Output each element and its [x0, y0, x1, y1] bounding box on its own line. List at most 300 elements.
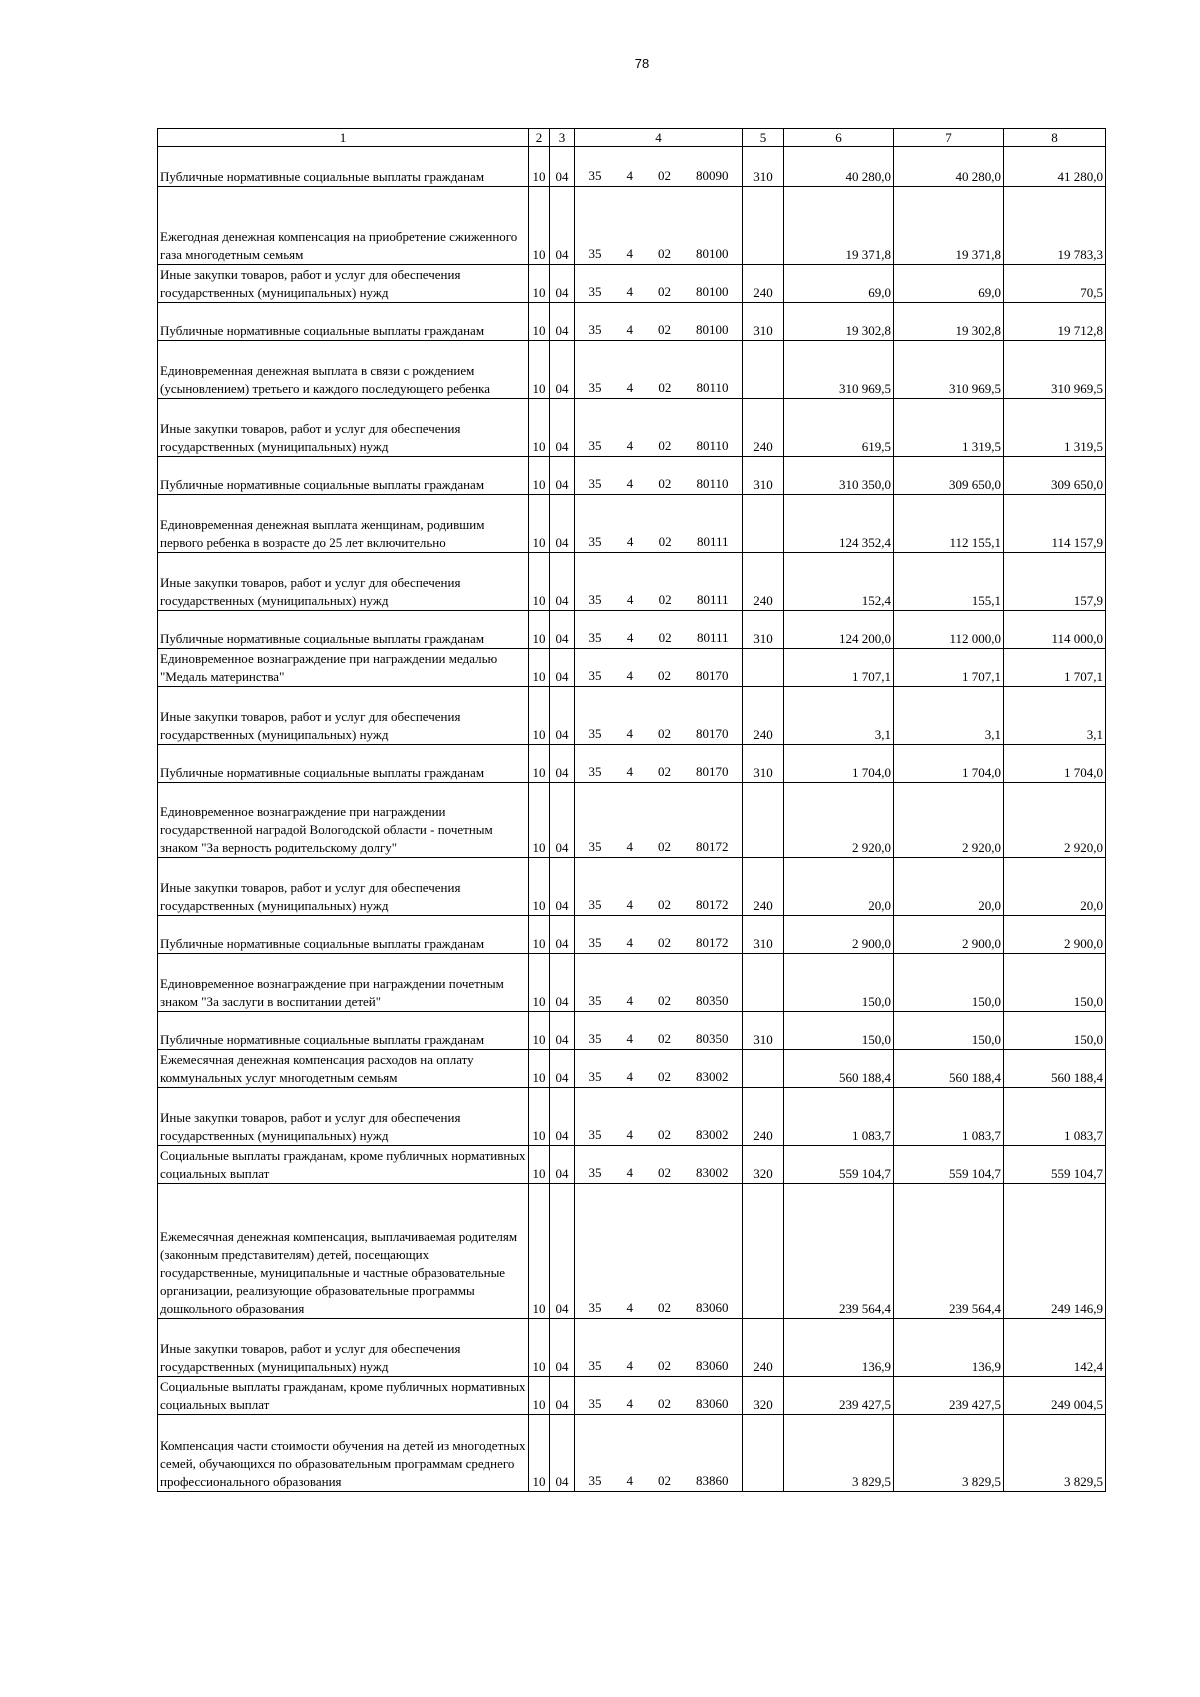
amount-cell-col6: 150,0 — [784, 954, 894, 1012]
target-article-part: 35 — [588, 935, 602, 950]
amount-cell-col6: 19 302,8 — [784, 303, 894, 341]
table-row — [158, 303, 1106, 341]
target-article-codes — [589, 533, 729, 551]
target-article-part: 4 — [626, 1473, 633, 1488]
section-code-cell: 10 — [529, 916, 550, 954]
target-article-part: 35 — [588, 993, 602, 1008]
amount-cell-col7: 2 920,0 — [894, 783, 1004, 858]
expense-type-cell: 320 — [743, 1377, 784, 1415]
target-article-cell — [575, 341, 743, 399]
amount-cell-col8: 1 083,7 — [1004, 1088, 1106, 1146]
target-article-part: 02 — [658, 1031, 671, 1046]
amount-cell-col6: 2 900,0 — [784, 916, 894, 954]
target-article-part: 4 — [626, 935, 633, 950]
section-code-cell: 10 — [529, 687, 550, 745]
table-row — [158, 611, 1106, 649]
row-name-cell: Единовременная денежная выплата женщинам, родившим первого ребенка в возрасте до 25 лет включительно — [158, 495, 529, 553]
expense-type-cell: 320 — [743, 1146, 784, 1184]
table-row — [158, 649, 1106, 687]
target-article-cell — [575, 1415, 743, 1492]
amount-cell-col6: 310 969,5 — [784, 341, 894, 399]
target-article-cell — [575, 187, 743, 265]
amount-cell-col6: 239 427,5 — [784, 1377, 894, 1415]
target-article-part: 35 — [588, 1300, 602, 1315]
target-article-part: 4 — [626, 764, 633, 779]
column-header: 7 — [894, 129, 1004, 147]
target-article-part: 80350 — [696, 993, 729, 1008]
section-code-cell: 10 — [529, 1319, 550, 1377]
subsection-code-cell: 04 — [550, 916, 575, 954]
target-article-codes — [589, 1030, 729, 1048]
target-article-part: 4 — [626, 1358, 633, 1373]
column-header: 1 — [158, 129, 529, 147]
target-article-part: 35 — [588, 380, 602, 395]
target-article-part: 35 — [588, 322, 602, 337]
amount-cell-col7: 3 829,5 — [894, 1415, 1004, 1492]
target-article-cell — [575, 553, 743, 611]
target-article-part: 35 — [588, 476, 602, 491]
target-article-codes — [589, 1126, 729, 1144]
row-name-cell: Публичные нормативные социальные выплаты гражданам — [158, 611, 529, 649]
amount-cell-col7: 1 083,7 — [894, 1088, 1004, 1146]
amount-cell-col6: 20,0 — [784, 858, 894, 916]
target-article-part: 4 — [626, 168, 633, 183]
section-code-cell: 10 — [529, 611, 550, 649]
target-article-part: 35 — [588, 897, 602, 912]
target-article-part: 35 — [588, 1473, 602, 1488]
expense-type-cell: 240 — [743, 399, 784, 457]
target-article-part: 83060 — [696, 1358, 729, 1373]
row-name-cell: Социальные выплаты гражданам, кроме публичных нормативных социальных выплат — [158, 1377, 529, 1415]
target-article-part: 02 — [658, 764, 671, 779]
target-article-part: 4 — [626, 284, 633, 299]
target-article-part: 80111 — [696, 592, 729, 607]
row-name-cell: Иные закупки товаров, работ и услуг для обеспечения государственных (муниципальных) нужд — [158, 1319, 529, 1377]
amount-cell-col6: 560 188,4 — [784, 1050, 894, 1088]
amount-cell-col8: 1 319,5 — [1004, 399, 1106, 457]
subsection-code-cell: 04 — [550, 1088, 575, 1146]
page-number: 78 — [634, 56, 650, 71]
section-code-cell: 10 — [529, 1012, 550, 1050]
target-article-part: 80170 — [696, 726, 729, 741]
amount-cell-col8: 249 004,5 — [1004, 1377, 1106, 1415]
target-article-part: 02 — [658, 1300, 671, 1315]
target-article-part: 02 — [658, 1127, 671, 1142]
target-article-part: 4 — [626, 1031, 633, 1046]
amount-cell-col7: 310 969,5 — [894, 341, 1004, 399]
target-article-cell — [575, 687, 743, 745]
subsection-code-cell: 04 — [550, 1050, 575, 1088]
target-article-part: 4 — [626, 1069, 633, 1084]
section-code-cell: 10 — [529, 858, 550, 916]
expense-type-cell: 310 — [743, 611, 784, 649]
row-name-cell: Единовременное вознаграждение при награждении государственной наградой Вологодской области - почетным знаком "За верность родительскому долгу" — [158, 783, 529, 858]
amount-cell-col8: 309 650,0 — [1004, 457, 1106, 495]
target-article-codes — [589, 321, 729, 339]
table-row — [158, 1050, 1106, 1088]
subsection-code-cell: 04 — [550, 858, 575, 916]
amount-cell-col8: 70,5 — [1004, 265, 1106, 303]
amount-cell-col8: 150,0 — [1004, 1012, 1106, 1050]
target-article-part: 02 — [658, 534, 672, 549]
subsection-code-cell: 04 — [550, 399, 575, 457]
expense-type-cell: 240 — [743, 553, 784, 611]
table-row — [158, 1319, 1106, 1377]
amount-cell-col7: 239 427,5 — [894, 1377, 1004, 1415]
target-article-cell — [575, 916, 743, 954]
column-header: 5 — [743, 129, 784, 147]
target-article-part: 02 — [658, 322, 671, 337]
subsection-code-cell: 04 — [550, 341, 575, 399]
target-article-part: 02 — [658, 284, 671, 299]
target-article-part: 02 — [658, 897, 671, 912]
expense-type-cell: 240 — [743, 265, 784, 303]
target-article-codes — [589, 992, 729, 1010]
target-article-cell — [575, 1146, 743, 1184]
target-article-part: 83002 — [696, 1069, 729, 1084]
target-article-part: 80111 — [696, 534, 729, 549]
expense-type-cell: 310 — [743, 303, 784, 341]
subsection-code-cell: 04 — [550, 1319, 575, 1377]
target-article-cell — [575, 457, 743, 495]
amount-cell-col8: 249 146,9 — [1004, 1184, 1106, 1319]
target-article-part: 80172 — [696, 839, 729, 854]
amount-cell-col8: 560 188,4 — [1004, 1050, 1106, 1088]
section-code-cell: 10 — [529, 1184, 550, 1319]
expense-type-cell — [743, 783, 784, 858]
table-row — [158, 783, 1106, 858]
target-article-codes — [589, 283, 729, 301]
target-article-part: 35 — [588, 534, 602, 549]
table-row — [158, 1088, 1106, 1146]
target-article-part: 4 — [626, 1396, 633, 1411]
row-name-cell: Единовременная денежная выплата в связи с рождением (усыновлением) третьего и каждого последующего ребенка — [158, 341, 529, 399]
amount-cell-col8: 2 900,0 — [1004, 916, 1106, 954]
row-name-cell: Единовременное вознаграждение при награждении медалью "Медаль материнства" — [158, 649, 529, 687]
amount-cell-col8: 310 969,5 — [1004, 341, 1106, 399]
row-name-cell: Публичные нормативные социальные выплаты гражданам — [158, 457, 529, 495]
target-article-part: 35 — [588, 764, 602, 779]
target-article-codes — [589, 934, 729, 952]
expense-type-cell: 240 — [743, 687, 784, 745]
expense-type-cell — [743, 341, 784, 399]
amount-cell-col8: 559 104,7 — [1004, 1146, 1106, 1184]
target-article-codes — [589, 475, 729, 493]
amount-cell-col6: 40 280,0 — [784, 147, 894, 187]
target-article-part: 80110 — [696, 438, 729, 453]
section-code-cell: 10 — [529, 147, 550, 187]
section-code-cell: 10 — [529, 649, 550, 687]
section-code-cell: 10 — [529, 187, 550, 265]
section-code-cell: 10 — [529, 783, 550, 858]
target-article-part: 02 — [658, 839, 671, 854]
target-article-codes — [589, 245, 729, 263]
target-article-cell — [575, 1377, 743, 1415]
amount-cell-col6: 124 352,4 — [784, 495, 894, 553]
target-article-part: 35 — [588, 1127, 602, 1142]
subsection-code-cell: 04 — [550, 1415, 575, 1492]
target-article-codes — [589, 1164, 729, 1182]
target-article-codes — [589, 629, 729, 647]
expense-type-cell: 310 — [743, 147, 784, 187]
target-article-part: 02 — [658, 1069, 671, 1084]
subsection-code-cell: 04 — [550, 457, 575, 495]
column-header: 4 — [575, 129, 743, 147]
target-article-part: 02 — [658, 592, 672, 607]
target-article-part: 4 — [626, 897, 633, 912]
target-article-part: 4 — [626, 246, 633, 261]
amount-cell-col7: 136,9 — [894, 1319, 1004, 1377]
target-article-part: 35 — [588, 630, 602, 645]
amount-cell-col7: 150,0 — [894, 954, 1004, 1012]
target-article-part: 02 — [658, 476, 672, 491]
amount-cell-col7: 1 704,0 — [894, 745, 1004, 783]
table-row — [158, 1184, 1106, 1319]
target-article-cell — [575, 783, 743, 858]
target-article-part: 83002 — [696, 1165, 729, 1180]
target-article-codes — [589, 1395, 729, 1413]
amount-cell-col6: 152,4 — [784, 553, 894, 611]
subsection-code-cell: 04 — [550, 147, 575, 187]
column-header: 6 — [784, 129, 894, 147]
target-article-cell — [575, 1319, 743, 1377]
table-row — [158, 457, 1106, 495]
amount-cell-col8: 157,9 — [1004, 553, 1106, 611]
target-article-part: 83002 — [696, 1127, 729, 1142]
target-article-part: 02 — [658, 1396, 671, 1411]
target-article-part: 35 — [588, 668, 602, 683]
header-row — [158, 129, 1106, 147]
expense-type-cell — [743, 1184, 784, 1319]
table-row — [158, 916, 1106, 954]
amount-cell-col8: 2 920,0 — [1004, 783, 1106, 858]
target-article-codes — [589, 591, 729, 609]
column-header: 8 — [1004, 129, 1106, 147]
target-article-part: 02 — [658, 1165, 671, 1180]
target-article-part: 80110 — [696, 380, 729, 395]
row-name-cell: Ежегодная денежная компенсация на приобретение сжиженного газа многодетным семьям — [158, 187, 529, 265]
target-article-codes — [589, 1472, 729, 1490]
subsection-code-cell: 04 — [550, 1184, 575, 1319]
amount-cell-col7: 1 319,5 — [894, 399, 1004, 457]
expense-type-cell: 310 — [743, 916, 784, 954]
column-header: 2 — [529, 129, 550, 147]
amount-cell-col6: 136,9 — [784, 1319, 894, 1377]
target-article-cell — [575, 303, 743, 341]
amount-cell-col8: 41 280,0 — [1004, 147, 1106, 187]
target-article-codes — [589, 1299, 729, 1317]
amount-cell-col8: 150,0 — [1004, 954, 1106, 1012]
expense-type-cell — [743, 649, 784, 687]
table-row — [158, 1377, 1106, 1415]
target-article-cell — [575, 495, 743, 553]
amount-cell-col7: 112 000,0 — [894, 611, 1004, 649]
table-row — [158, 745, 1106, 783]
target-article-part: 35 — [588, 1165, 602, 1180]
target-article-part: 80172 — [696, 935, 729, 950]
amount-cell-col7: 3,1 — [894, 687, 1004, 745]
section-code-cell: 10 — [529, 399, 550, 457]
target-article-codes — [589, 896, 729, 914]
target-article-codes — [589, 1068, 729, 1086]
target-article-part: 35 — [588, 284, 602, 299]
target-article-part: 35 — [588, 246, 602, 261]
target-article-part: 02 — [658, 668, 671, 683]
table-row — [158, 341, 1106, 399]
amount-cell-col6: 150,0 — [784, 1012, 894, 1050]
target-article-codes — [589, 667, 729, 685]
subsection-code-cell: 04 — [550, 611, 575, 649]
amount-cell-col8: 114 157,9 — [1004, 495, 1106, 553]
target-article-part: 02 — [658, 993, 671, 1008]
target-article-cell — [575, 649, 743, 687]
target-article-part: 35 — [588, 1069, 602, 1084]
expense-type-cell: 310 — [743, 1012, 784, 1050]
section-code-cell: 10 — [529, 303, 550, 341]
table-row — [158, 954, 1106, 1012]
target-article-codes — [589, 379, 729, 397]
section-code-cell: 10 — [529, 745, 550, 783]
amount-cell-col6: 69,0 — [784, 265, 894, 303]
row-name-cell: Ежемесячная денежная компенсация расходов на оплату коммунальных услуг многодетным семьям — [158, 1050, 529, 1088]
target-article-cell — [575, 399, 743, 457]
target-article-part: 4 — [626, 726, 633, 741]
amount-cell-col7: 560 188,4 — [894, 1050, 1004, 1088]
target-article-part: 83060 — [696, 1396, 729, 1411]
column-header: 3 — [550, 129, 575, 147]
subsection-code-cell: 04 — [550, 303, 575, 341]
expense-type-cell — [743, 187, 784, 265]
amount-cell-col6: 124 200,0 — [784, 611, 894, 649]
section-code-cell: 10 — [529, 341, 550, 399]
target-article-part: 35 — [588, 438, 602, 453]
target-article-cell — [575, 954, 743, 1012]
row-name-cell: Публичные нормативные социальные выплаты гражданам — [158, 745, 529, 783]
table-row — [158, 399, 1106, 457]
table-row — [158, 1012, 1106, 1050]
table-row — [158, 1415, 1106, 1492]
target-article-part: 4 — [626, 668, 633, 683]
section-code-cell: 10 — [529, 1415, 550, 1492]
row-name-cell: Иные закупки товаров, работ и услуг для обеспечения государственных (муниципальных) нужд — [158, 265, 529, 303]
target-article-codes — [589, 1357, 729, 1375]
amount-cell-col8: 1 704,0 — [1004, 745, 1106, 783]
target-article-part: 80111 — [696, 630, 729, 645]
amount-cell-col8: 3,1 — [1004, 687, 1106, 745]
table-row — [158, 265, 1106, 303]
table-row — [158, 147, 1106, 187]
target-article-part: 4 — [626, 438, 634, 453]
amount-cell-col8: 142,4 — [1004, 1319, 1106, 1377]
section-code-cell: 10 — [529, 1146, 550, 1184]
subsection-code-cell: 04 — [550, 187, 575, 265]
target-article-part: 4 — [626, 993, 633, 1008]
target-article-part: 35 — [588, 168, 602, 183]
table-row — [158, 553, 1106, 611]
expense-type-cell: 240 — [743, 1319, 784, 1377]
target-article-part: 4 — [626, 322, 633, 337]
target-article-codes — [589, 167, 729, 185]
subsection-code-cell: 04 — [550, 783, 575, 858]
section-code-cell: 10 — [529, 954, 550, 1012]
subsection-code-cell: 04 — [550, 745, 575, 783]
expense-type-cell: 310 — [743, 457, 784, 495]
section-code-cell: 10 — [529, 1377, 550, 1415]
subsection-code-cell: 04 — [550, 649, 575, 687]
target-article-part: 02 — [658, 246, 671, 261]
target-article-part: 35 — [588, 1031, 602, 1046]
target-article-part: 35 — [588, 726, 602, 741]
target-article-cell — [575, 265, 743, 303]
expense-type-cell — [743, 495, 784, 553]
target-article-part: 35 — [588, 1396, 602, 1411]
target-article-part: 4 — [626, 630, 634, 645]
target-article-part: 80100 — [696, 284, 729, 299]
amount-cell-col8: 114 000,0 — [1004, 611, 1106, 649]
target-article-part: 80090 — [696, 168, 729, 183]
row-name-cell: Публичные нормативные социальные выплаты гражданам — [158, 147, 529, 187]
target-article-part: 4 — [626, 592, 634, 607]
row-name-cell: Ежемесячная денежная компенсация, выплачиваемая родителям (законным представителям) детей, посещающих государственные, муниципальные и частные образовательные организации, реализующие образовательные программы дошкольного образования — [158, 1184, 529, 1319]
expense-type-cell — [743, 1050, 784, 1088]
subsection-code-cell: 04 — [550, 687, 575, 745]
amount-cell-col7: 309 650,0 — [894, 457, 1004, 495]
row-name-cell: Публичные нормативные социальные выплаты гражданам — [158, 303, 529, 341]
target-article-part: 4 — [626, 476, 634, 491]
table-body — [158, 147, 1106, 1492]
target-article-part: 83060 — [696, 1300, 729, 1315]
target-article-codes — [589, 763, 729, 781]
target-article-part: 35 — [588, 592, 602, 607]
amount-cell-col8: 20,0 — [1004, 858, 1106, 916]
amount-cell-col7: 155,1 — [894, 553, 1004, 611]
expense-type-cell: 310 — [743, 745, 784, 783]
target-article-part: 80110 — [696, 476, 729, 491]
target-article-part: 80100 — [696, 246, 729, 261]
amount-cell-col6: 2 920,0 — [784, 783, 894, 858]
amount-cell-col7: 239 564,4 — [894, 1184, 1004, 1319]
amount-cell-col8: 1 707,1 — [1004, 649, 1106, 687]
amount-cell-col7: 150,0 — [894, 1012, 1004, 1050]
expense-type-cell — [743, 954, 784, 1012]
target-article-cell — [575, 611, 743, 649]
amount-cell-col6: 559 104,7 — [784, 1146, 894, 1184]
table-row — [158, 187, 1106, 265]
subsection-code-cell: 04 — [550, 1012, 575, 1050]
target-article-cell — [575, 858, 743, 916]
target-article-part: 02 — [658, 1358, 671, 1373]
section-code-cell: 10 — [529, 553, 550, 611]
target-article-codes — [589, 838, 729, 856]
subsection-code-cell: 04 — [550, 954, 575, 1012]
amount-cell-col7: 1 707,1 — [894, 649, 1004, 687]
row-name-cell: Иные закупки товаров, работ и услуг для обеспечения государственных (муниципальных) нужд — [158, 399, 529, 457]
amount-cell-col7: 40 280,0 — [894, 147, 1004, 187]
table-row — [158, 858, 1106, 916]
amount-cell-col6: 3 829,5 — [784, 1415, 894, 1492]
section-code-cell: 10 — [529, 1050, 550, 1088]
target-article-part: 4 — [626, 380, 634, 395]
amount-cell-col6: 19 371,8 — [784, 187, 894, 265]
amount-cell-col7: 112 155,1 — [894, 495, 1004, 553]
expense-type-cell: 240 — [743, 1088, 784, 1146]
subsection-code-cell: 04 — [550, 1146, 575, 1184]
row-name-cell: Иные закупки товаров, работ и услуг для обеспечения государственных (муниципальных) нужд — [158, 858, 529, 916]
target-article-part: 4 — [626, 1127, 633, 1142]
target-article-cell — [575, 1050, 743, 1088]
amount-cell-col8: 19 783,3 — [1004, 187, 1106, 265]
amount-cell-col6: 239 564,4 — [784, 1184, 894, 1319]
